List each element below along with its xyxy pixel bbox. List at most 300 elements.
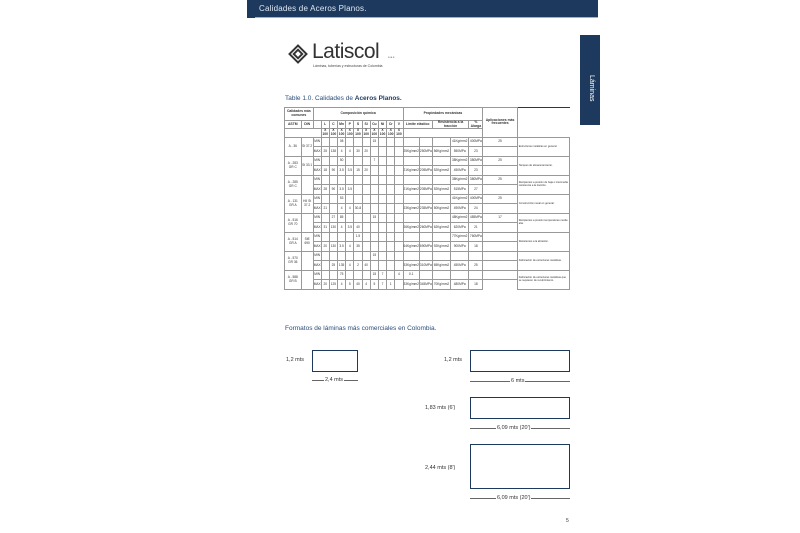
cell-min	[469, 251, 483, 260]
cell-min: 38Kg/mm2	[451, 156, 469, 165]
cell-max: 690MPa	[419, 241, 432, 251]
cell-min: MIN	[313, 156, 321, 165]
cell-max: 4	[346, 146, 354, 156]
cell-max	[387, 222, 395, 232]
cell-max: 26Kg/mm2	[403, 222, 419, 232]
format-4-width: 6,09 mts (20')	[497, 495, 531, 501]
cell-min	[362, 156, 370, 165]
cell-max: 65Kg/mm2	[432, 260, 450, 270]
cell-min	[387, 270, 395, 279]
cell-min	[321, 270, 329, 279]
cell-min	[378, 194, 386, 203]
col-el-1: C	[329, 121, 337, 129]
cell-min: 400MPa	[469, 137, 483, 146]
cell-min	[362, 175, 370, 184]
cell-min: MIN	[313, 251, 321, 260]
cell-max: 64Kg/mm2	[403, 241, 419, 251]
cell-min	[387, 251, 395, 260]
cell-min	[432, 175, 450, 184]
cell-max	[362, 184, 370, 194]
cell-max: 4	[362, 279, 370, 289]
cell-min	[329, 175, 337, 184]
cell-aplicaciones: Recipientes a presión de baja o intermedia resistencia a la tracción.	[517, 175, 569, 194]
cell-max: 33Kg/mm2	[403, 279, 419, 289]
cell-min	[354, 251, 362, 260]
cell-max	[378, 184, 386, 194]
col-calidades: Calidades más comunes	[285, 108, 314, 121]
cell-max: 4	[338, 222, 346, 232]
cell-astm: A - 570 GR 36	[285, 251, 302, 270]
cell-max: 3.5	[346, 222, 354, 232]
cell-max	[387, 165, 395, 175]
cell-min: 15	[370, 137, 378, 146]
cell-min	[378, 175, 386, 184]
cell-max: 205MPa	[419, 184, 432, 194]
cell-min	[362, 232, 370, 241]
cell-max	[387, 203, 395, 213]
cell-min: 7	[378, 270, 386, 279]
cell-max: 25	[321, 146, 329, 156]
cell-min: 41Kg/mm2	[451, 194, 469, 203]
cell-astm: A - 516 GR 70	[285, 213, 302, 232]
cell-astm: A - 588 GR B	[285, 270, 302, 289]
cell-max: 20	[362, 165, 370, 175]
cell-max: 20	[321, 241, 329, 251]
cell-max: 2	[354, 260, 362, 270]
col-el-5: Si	[362, 121, 370, 129]
col-el-4: S	[354, 121, 362, 129]
cell-min	[329, 251, 337, 260]
cell-max	[395, 222, 403, 232]
cell-min	[354, 156, 362, 165]
cell-min: 38Kg/mm2	[451, 175, 469, 184]
cell-max: MAX	[313, 279, 321, 289]
format-3-sheet	[470, 397, 570, 419]
cell-max: 23	[469, 165, 483, 175]
cell-min	[329, 156, 337, 165]
cell-max	[362, 222, 370, 232]
cell-max: MAX	[313, 241, 321, 251]
cell-min: 17	[483, 213, 517, 222]
cell-min	[354, 270, 362, 279]
cell-max: 50Kg/mm2	[432, 203, 450, 213]
table-row	[285, 232, 570, 241]
cell-min	[362, 194, 370, 203]
cell-max: 490MPa	[451, 203, 469, 213]
cell-aplicaciones: Construcción naval en general.	[517, 194, 569, 213]
cell-aplicaciones: Recipientes a presión temperaturas media alta.	[517, 213, 569, 232]
format-2-sheet	[470, 350, 570, 372]
cell-min	[432, 232, 450, 241]
cell-max: 18	[469, 279, 483, 289]
cell-min: 77Kg/mm2	[451, 232, 469, 241]
col-minmax	[313, 121, 321, 129]
header-title: Calidades de Aceros Planos.	[259, 4, 367, 13]
cell-min	[483, 270, 517, 279]
cell-max	[362, 203, 370, 213]
cell-min	[387, 156, 395, 165]
cell-min: 85	[338, 213, 346, 222]
cell-min	[403, 137, 419, 146]
cell-min	[403, 251, 419, 260]
cell-min	[346, 156, 354, 165]
cell-astm: A - 285 GR C	[285, 175, 302, 194]
cell-min	[419, 175, 432, 184]
cell-min	[432, 213, 450, 222]
cell-min	[403, 232, 419, 241]
cell-max: 310MPa	[419, 260, 432, 270]
cell-max: 4	[338, 279, 346, 289]
cell-max	[321, 260, 329, 270]
cell-min	[483, 251, 517, 260]
cell-min	[395, 213, 403, 222]
cell-min	[354, 213, 362, 222]
cell-min	[346, 251, 354, 260]
cell-max: 23	[469, 146, 483, 156]
cell-min	[395, 175, 403, 184]
cell-max	[378, 146, 386, 156]
cell-max: 25	[469, 260, 483, 270]
cell-min	[451, 270, 469, 279]
cell-min: 0.1	[403, 270, 419, 279]
cell-max: MAX	[313, 165, 321, 175]
cell-min: 08	[338, 137, 346, 146]
cell-min	[387, 175, 395, 184]
cell-max	[378, 203, 386, 213]
col-limite: Límite elástico	[403, 121, 432, 129]
cell-max: 260MPa	[419, 222, 432, 232]
cell-min	[321, 251, 329, 260]
table-title-bold: Aceros Planos.	[354, 95, 402, 102]
cell-max	[378, 222, 386, 232]
steel-grades-table: Calidades más comunes Composición química Propiedades mecánicas Aplicaciones más frecuentes ASTM DIN L C Mn P S Si Cu Ni Cr V Límite elástico Resistencia a la tracción % Alarga X 100 X 100 X 100 X 100 X 100 X 100 X 100 X 100 X 100 X 100 A - 36 St 37.2 MIN 08 15 41Kg/mm2 400MPa 25 Estructuras metálicas en general. MAX 25 138 4 4 30 20 25Kg/mm2 250MPa 56Kg/mm2 550MPa 23 A - 283 GR C St 33.1 MIN 50 7 38Kg/mm2 380MPa 25 Tanques de almacenamiento. MAX 18 90 3.5 3.5 15 20 21Kg/mm2 205MPa 52Kg/mm2 450MPa 23 A - 285 GR C MIN 38Kg/mm2 380MPa 25 Recipientes a presión de baja o intermedia resistencia a la tracción. MAX 28 90 3.5 3.5 21Kg/mm2 205MPa 52Kg/mm2 515MPa 27 A - 131 GR A HII St 37.2 MIN 53 41Kg/mm2 400MPa 25 Construcción naval en general. MAX 21 4 4 30-8 23Kg/mm2 235MPa 50Kg/mm2 490MPa 24 A - 516 GR 70 MIN 27 85 15 48Kg/mm2 485MPa 17 Recipientes a presión temperaturas media alta. MAX 31 130 4 3.5 40 26Kg/mm2 260MPa 62Kg/mm2 620MPa 21 A - 514 GR A StE 690 MIN 1.5 77Kg/mm2 760MPa Resistentes a la abrasión. MAX 20 130 3.5 4 35 64Kg/mm2 690MPa 92Kg/mm2 900MPa 18 A - 570 GR 36 MIN 15 Fabricación de estructuras metálicas. MAX 25 135 4 2 40 33Kg/mm2 310MPa 65Kg/mm2 450MPa 25 A - 588 GR B MIN 75 15 7 4 0.1 Fabricación de estructuras metálicas que se requieren de recubrimiento. MAX 20 125 4 5 40 4 5 7 1 33Kg/mm2 345MPa 70Kg/mm2 480MPa 18	[284, 107, 570, 290]
cell-max	[387, 241, 395, 251]
cell-max: 515MPa	[451, 184, 469, 194]
cell-max: 5	[370, 279, 378, 289]
col-resistencia: Resistencia a la tracción	[432, 121, 469, 129]
cell-max	[395, 184, 403, 194]
cell-max: MAX	[313, 146, 321, 156]
cell-max: MAX	[313, 222, 321, 232]
cell-max	[378, 241, 386, 251]
cell-min	[321, 194, 329, 203]
cell-min: MIN	[313, 213, 321, 222]
cell-min	[419, 232, 432, 241]
cell-min: 25	[483, 194, 517, 203]
col-aplicaciones: Aplicaciones más frecuentes	[483, 108, 517, 138]
cell-min	[346, 194, 354, 203]
cell-min	[387, 213, 395, 222]
cell-din: HII St 37.2	[301, 194, 313, 213]
cell-max: 7	[378, 279, 386, 289]
cell-max	[395, 203, 403, 213]
cell-max: 25Kg/mm2	[403, 146, 419, 156]
cell-max: 135	[338, 260, 346, 270]
cell-min	[403, 194, 419, 203]
cell-min: 400MPa	[469, 194, 483, 203]
cell-max: 28	[321, 184, 329, 194]
cell-min	[370, 232, 378, 241]
format-2-width: 6 mts	[511, 378, 525, 384]
cell-min	[346, 137, 354, 146]
cell-max	[370, 165, 378, 175]
cell-max: 450MPa	[451, 260, 469, 270]
cell-min	[362, 270, 370, 279]
format-1-height: 1,2 mts	[286, 357, 305, 363]
side-tab-label: Láminas	[588, 75, 595, 102]
cell-max: 31	[321, 222, 329, 232]
cell-max: 40	[362, 260, 370, 270]
cell-max: MAX	[313, 260, 321, 270]
cell-min	[362, 137, 370, 146]
side-tab-laminas	[580, 35, 600, 125]
cell-max	[387, 146, 395, 156]
cell-min	[395, 156, 403, 165]
cell-max: 4	[338, 203, 346, 213]
cell-aplicaciones: Fabricación de estructuras metálicas que se requieren de recubrimiento.	[517, 270, 569, 289]
cell-max: 40	[354, 222, 362, 232]
cell-max: 70Kg/mm2	[432, 279, 450, 289]
cell-astm: A - 283 GR C	[285, 156, 302, 175]
cell-max	[395, 279, 403, 289]
col-el-8: Cr	[387, 121, 395, 129]
cell-max: 90	[329, 184, 337, 194]
col-alarg: % Alarga	[470, 120, 482, 128]
cell-max: 480MPa	[451, 279, 469, 289]
cell-min: 53	[338, 194, 346, 203]
cell-max: MAX	[313, 184, 321, 194]
table-row	[285, 213, 570, 222]
cell-max: 56Kg/mm2	[432, 146, 450, 156]
cell-min	[378, 213, 386, 222]
col-el-3: P	[346, 121, 354, 129]
cell-min	[387, 137, 395, 146]
cell-min	[395, 232, 403, 241]
cell-max: 21	[321, 203, 329, 213]
cell-min	[346, 232, 354, 241]
cell-max	[387, 184, 395, 194]
logo-name: Latiscol	[312, 40, 380, 63]
cell-max	[370, 222, 378, 232]
cell-min	[362, 251, 370, 260]
cell-min: 380MPa	[469, 156, 483, 165]
logo-suffix: s.a.s	[388, 55, 395, 59]
cell-max: 21	[469, 222, 483, 232]
cell-min: 50	[338, 156, 346, 165]
cell-max: 4	[346, 203, 354, 213]
cell-din	[301, 270, 313, 289]
cell-min	[419, 251, 432, 260]
cell-max: 235MPa	[419, 203, 432, 213]
cell-min	[432, 251, 450, 260]
cell-max: 4	[338, 146, 346, 156]
cell-min: MIN	[313, 175, 321, 184]
cell-min	[395, 137, 403, 146]
cell-min	[419, 137, 432, 146]
cell-aplicaciones: Tanques de almacenamiento.	[517, 156, 569, 175]
cell-min	[378, 156, 386, 165]
cell-max: 40	[354, 279, 362, 289]
cell-din: St 37.2	[301, 137, 313, 156]
col-el-0: L	[321, 121, 329, 129]
cell-min	[378, 137, 386, 146]
cell-min	[329, 270, 337, 279]
cell-min	[395, 194, 403, 203]
col-composicion: Composición química	[313, 108, 403, 121]
cell-max: 5	[346, 279, 354, 289]
format-3-width: 6,09 mts (20')	[497, 425, 531, 431]
cell-max: 90	[329, 165, 337, 175]
cell-min	[338, 175, 346, 184]
cell-max	[370, 146, 378, 156]
cell-max: 25	[329, 260, 337, 270]
cell-min	[432, 156, 450, 165]
cell-max: 92Kg/mm2	[432, 241, 450, 251]
cell-min: 15	[370, 251, 378, 260]
cell-min	[321, 137, 329, 146]
cell-max: 27	[469, 184, 483, 194]
cell-min: 485MPa	[469, 213, 483, 222]
cell-min	[387, 232, 395, 241]
cell-max: 35	[354, 241, 362, 251]
format-2-height: 1,2 mts	[444, 357, 463, 363]
cell-min	[346, 270, 354, 279]
cell-min: 48Kg/mm2	[451, 213, 469, 222]
col-el-6: Cu	[370, 121, 378, 129]
cell-min: MIN	[313, 270, 321, 279]
cell-min	[432, 194, 450, 203]
cell-max: 18	[321, 165, 329, 175]
table-row	[285, 251, 570, 260]
cell-max: 3.5	[346, 184, 354, 194]
cell-min	[370, 194, 378, 203]
cell-min: 15	[370, 270, 378, 279]
cell-min	[469, 270, 483, 279]
cell-aplicaciones: Fabricación de estructuras metálicas.	[517, 251, 569, 270]
cell-max	[362, 241, 370, 251]
cell-max: 18	[469, 241, 483, 251]
cell-min	[321, 175, 329, 184]
table-title	[285, 95, 402, 102]
cell-max: 550MPa	[451, 146, 469, 156]
cell-astm: A - 131 GR A	[285, 194, 302, 213]
cell-min: MIN	[313, 232, 321, 241]
cell-min	[329, 137, 337, 146]
cell-min	[321, 232, 329, 241]
logo-tagline: Láminas, tuberías y estructuras de Colombia	[313, 64, 383, 68]
cell-max: 125	[329, 279, 337, 289]
cell-min	[354, 175, 362, 184]
col-propiedades: Propiedades mecánicas	[403, 108, 483, 121]
cell-max: 33Kg/mm2	[403, 260, 419, 270]
cell-min	[403, 175, 419, 184]
cell-max: 345MPa	[419, 279, 432, 289]
cell-min	[329, 232, 337, 241]
format-3-height: 1,83 mts (6')	[425, 405, 456, 411]
cell-min: MIN	[313, 194, 321, 203]
cell-max: 1	[387, 279, 395, 289]
cell-min	[354, 194, 362, 203]
cell-min: 1.5	[354, 232, 362, 241]
cell-max: 3.5	[338, 241, 346, 251]
cell-max: 23Kg/mm2	[403, 203, 419, 213]
cell-max	[378, 165, 386, 175]
cell-max: 3.5	[338, 184, 346, 194]
cell-min	[403, 156, 419, 165]
page-header	[247, 0, 598, 18]
cell-max	[395, 241, 403, 251]
cell-max: 62Kg/mm2	[432, 222, 450, 232]
cell-astm: A - 36	[285, 137, 302, 156]
cell-min	[378, 232, 386, 241]
header-divider	[255, 17, 598, 18]
format-1-sheet	[312, 350, 358, 372]
cell-aplicaciones: Estructuras metálicas en general.	[517, 137, 569, 156]
cell-max: 3.5	[346, 165, 354, 175]
cell-min	[321, 213, 329, 222]
cell-max: 130	[329, 222, 337, 232]
cell-max	[354, 184, 362, 194]
cell-max: 21Kg/mm2	[403, 184, 419, 194]
cell-max: 20	[362, 146, 370, 156]
cell-max	[370, 203, 378, 213]
cell-max: 450MPa	[451, 165, 469, 175]
col-el-7: Ni	[378, 121, 386, 129]
cell-min	[419, 194, 432, 203]
cell-max	[395, 146, 403, 156]
cell-min: 7	[370, 156, 378, 165]
cell-max	[370, 260, 378, 270]
table-row	[285, 156, 570, 165]
cell-aplicaciones: Resistentes a la abrasión.	[517, 232, 569, 251]
cell-min	[395, 251, 403, 260]
cell-max	[370, 184, 378, 194]
cell-min	[346, 175, 354, 184]
cell-min: 15	[370, 213, 378, 222]
cell-min	[370, 175, 378, 184]
col-el-9: V	[395, 121, 403, 129]
table-row	[285, 175, 570, 184]
cell-min: 25	[483, 156, 517, 165]
cell-min	[329, 194, 337, 203]
col-astm: ASTM	[285, 121, 302, 129]
format-1-width: 2,4 mts	[325, 377, 344, 383]
table-row	[285, 194, 570, 203]
cell-max	[329, 203, 337, 213]
cell-max	[378, 260, 386, 270]
cell-min	[432, 137, 450, 146]
cell-din	[301, 251, 313, 270]
formats-title: Formatos de láminas más comerciales en Colombia.	[285, 325, 437, 332]
cell-min: 760MPa	[469, 232, 483, 241]
cell-max	[395, 165, 403, 175]
cell-min	[387, 194, 395, 203]
cell-max: 24	[469, 203, 483, 213]
col-din: DIN	[301, 121, 313, 129]
cell-min: 41Kg/mm2	[451, 137, 469, 146]
cell-din: StE 690	[301, 232, 313, 251]
cell-min	[346, 213, 354, 222]
cell-max: 130	[329, 241, 337, 251]
cell-min: 25	[483, 175, 517, 184]
cell-max: 30-8	[354, 203, 362, 213]
cell-min	[354, 137, 362, 146]
cell-min	[419, 270, 432, 279]
cell-min: 4	[395, 270, 403, 279]
cell-max: 15	[354, 165, 362, 175]
cell-max: 4	[346, 260, 354, 270]
factor-label: X 100	[322, 128, 329, 137]
